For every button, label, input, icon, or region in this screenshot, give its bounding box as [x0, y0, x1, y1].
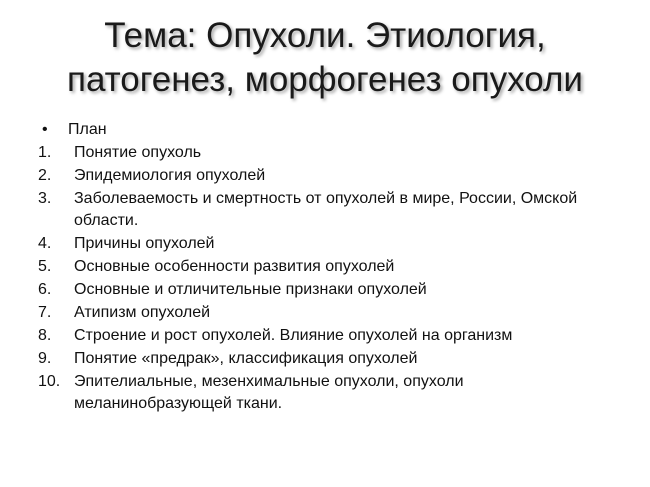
list-item-number: 3. [38, 190, 52, 207]
list-item [38, 371, 618, 415]
list-item-number: 10. [38, 373, 61, 390]
plan-list [38, 119, 618, 416]
bullet-marker: • [42, 121, 48, 138]
list-item-number: 4. [38, 235, 52, 252]
list-item-text: Понятие опухоль [74, 144, 202, 161]
bullet-text: План [68, 121, 107, 138]
list-item-text: Эпителиальные, мезенхимальные опухоли, опухоли меланинобразующей ткани. [74, 373, 464, 412]
list-item-number: 9. [38, 350, 52, 367]
list-item-number: 2. [38, 167, 52, 184]
list-item-number: 5. [38, 258, 52, 275]
list-item-text: Строение и рост опухолей. Влияние опухолей на организм [74, 327, 513, 344]
list-item-text: Заболеваемость и смертность от опухолей в мире, России, Омской области. [74, 190, 578, 229]
slide-title [20, 14, 630, 102]
list-item-number: 7. [38, 304, 52, 321]
list-item-text: Понятие «предрак», классификация опухолей [74, 350, 418, 367]
list-item-text: Причины опухолей [74, 235, 215, 252]
list-item [38, 325, 618, 347]
list-item [38, 256, 618, 278]
list-item [38, 188, 618, 232]
bullet-item-plan [38, 119, 618, 141]
list-item [38, 302, 618, 324]
list-item [38, 165, 618, 187]
list-item [38, 233, 618, 255]
list-item [38, 142, 618, 164]
list-item-number: 8. [38, 327, 52, 344]
list-item [38, 279, 618, 301]
list-item-text: Основные особенности развития опухолей [74, 258, 395, 275]
list-item-text: Атипизм опухолей [74, 304, 211, 321]
list-item-text: Эпидемиология опухолей [74, 167, 266, 184]
list-item [38, 348, 618, 370]
list-item-number: 1. [38, 144, 52, 161]
title-line-2: патогенез, морфогенез опухоли [67, 60, 583, 99]
list-item-number: 6. [38, 281, 52, 298]
title-line-1: Тема: Опухоли. Этиология, [104, 16, 546, 55]
list-item-text: Основные и отличительные признаки опухолей [74, 281, 427, 298]
